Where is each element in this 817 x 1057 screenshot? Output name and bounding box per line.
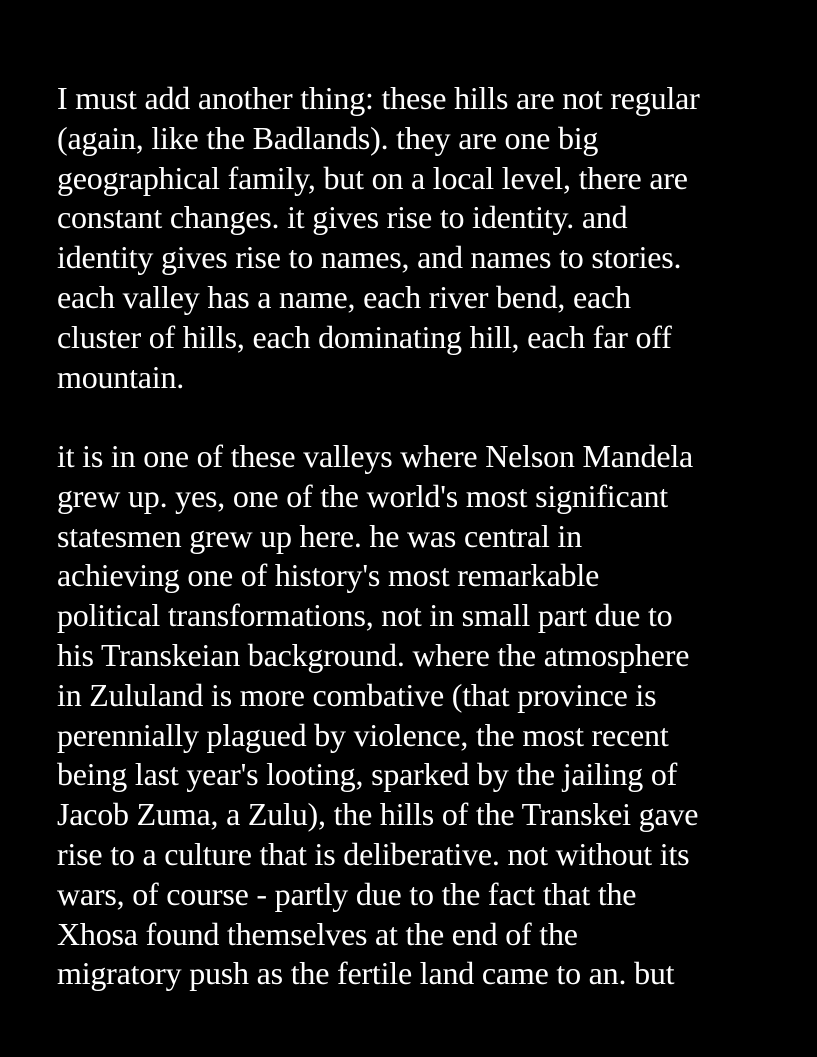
text-line: constant changes. it gives rise to identity. and <box>57 199 628 236</box>
text-line: geographical family, but on a local level, there are <box>57 159 688 196</box>
text-line: being last year's looting, sparked by the jailing of <box>57 756 678 793</box>
text-line: each valley has a name, each river bend, each <box>57 278 631 315</box>
text-line: it is in one of these valleys where Nelson Mandela <box>57 438 694 474</box>
text-line: his Transkeian background. where the atmosphere <box>57 636 690 673</box>
text-line: in Zululand is more combative (that province is <box>57 676 657 713</box>
text-line: statesmen grew up here. he was central in <box>57 517 582 554</box>
text-line: cluster of hills, each dominating hill, each far off <box>57 318 672 355</box>
text-line: perennially plagued by violence, the most recent <box>57 716 669 753</box>
text-line: rise to a culture that is deliberative. not without its <box>57 835 690 872</box>
text-line: Xhosa found themselves at the end of the <box>57 915 578 952</box>
text-line: identity gives rise to names, and names to stories. <box>57 239 682 276</box>
text-line: achieving one of history's most remarkable <box>57 557 600 594</box>
text-line: grew up. yes, one of the world's most significant <box>57 477 668 514</box>
text-line: wars, of course - partly due to the fact that the <box>57 875 637 912</box>
text-line: Jacob Zuma, a Zulu), the hills of the Transkei gave <box>57 796 699 833</box>
text-line: migratory push as the fertile land came to an. but <box>57 955 675 992</box>
paragraph-1 <box>57 79 797 397</box>
text-line: political transformations, not in small part due to <box>57 597 673 634</box>
text-line: mountain. <box>57 358 185 395</box>
text-line: (again, like the Badlands). they are one big <box>57 119 599 156</box>
text-line: I must add another thing: these hills are not regular <box>57 80 700 116</box>
paragraph-2 <box>57 437 797 994</box>
